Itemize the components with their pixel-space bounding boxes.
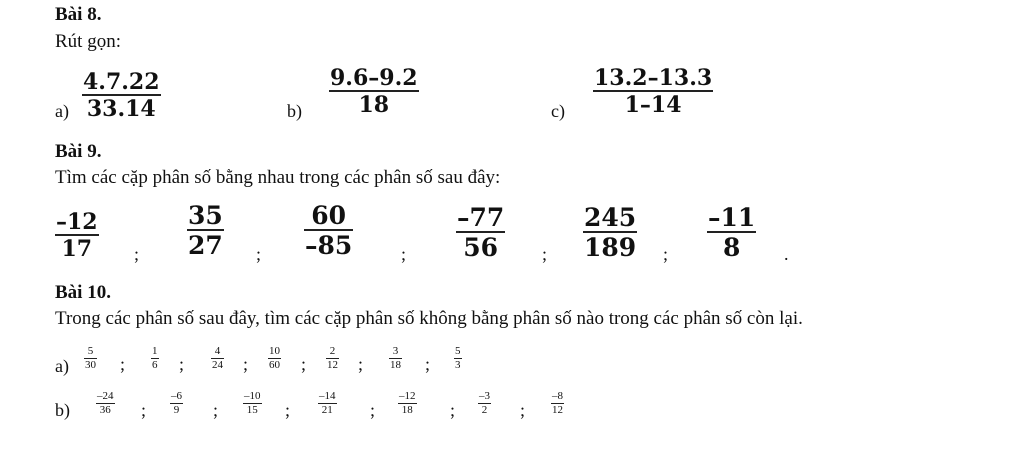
fraction-denominator: 60 — [269, 359, 280, 371]
fraction-numerator: 10 — [269, 345, 280, 357]
fraction-denominator: 3 — [455, 359, 461, 371]
separator: ; — [243, 354, 249, 374]
fraction-denominator: 21 — [321, 404, 333, 416]
fraction-numerator: 13.2–13.3 — [594, 65, 713, 91]
separator: ; — [256, 244, 262, 264]
bai9-title: Bài 9. — [55, 141, 102, 162]
fraction-numerator: 60 — [311, 201, 347, 230]
separator: ; — [285, 400, 291, 420]
separator: ; — [425, 354, 431, 374]
fraction-numerator: 2 — [329, 345, 336, 357]
separator: ; — [520, 400, 526, 420]
bai10-a-fraction-3 — [211, 346, 224, 371]
fraction-denominator: 17 — [61, 236, 93, 262]
bai10-a-fraction-1 — [84, 346, 97, 371]
separator: ; — [401, 244, 407, 264]
fraction-denominator: 18 — [390, 359, 401, 371]
bai10-b-fraction-3 — [243, 391, 262, 416]
fraction-denominator: 33.14 — [86, 96, 156, 122]
separator: ; — [450, 400, 456, 420]
fraction-denominator: 6 — [152, 359, 158, 371]
separator: ; — [301, 354, 307, 374]
separator: ; — [358, 354, 364, 374]
bai9-instruction: Tìm các cặp phân số bằng nhau trong các phân số sau đây: — [55, 167, 501, 188]
fraction-numerator: 35 — [188, 201, 223, 230]
bai8-instruction: Rút gọn: — [55, 31, 121, 52]
fraction-numerator: 3 — [392, 345, 399, 357]
separator: ; — [663, 244, 669, 264]
bai8-label-c: c) — [551, 101, 565, 121]
fraction-denominator: 18 — [401, 404, 413, 416]
separator: ; — [542, 244, 548, 264]
fraction-numerator: 5 — [87, 345, 94, 357]
bai10-b-fraction-5 — [398, 391, 417, 416]
bai9-fraction-1 — [55, 211, 99, 260]
separator: ; — [120, 354, 126, 374]
separator: ; — [213, 400, 219, 420]
fraction-numerator: –77 — [457, 203, 505, 232]
fraction-numerator: –10 — [244, 390, 261, 402]
fraction-denominator: 15 — [246, 404, 258, 416]
separator: ; — [134, 244, 140, 264]
fraction-numerator: –8 — [552, 390, 563, 402]
fraction-denominator: 8 — [722, 233, 741, 262]
bai10-b-fraction-4 — [318, 391, 337, 416]
bai8-fraction-a — [82, 71, 161, 120]
fraction-numerator: 245 — [584, 203, 637, 232]
fraction-numerator: –6 — [171, 390, 182, 402]
bai10-a-fraction-2 — [151, 346, 159, 371]
fraction-numerator: –12 — [56, 209, 98, 235]
bai8-label-a: a) — [55, 101, 69, 121]
fraction-numerator: –3 — [479, 390, 490, 402]
fraction-numerator: –24 — [97, 390, 114, 402]
fraction-denominator: 189 — [584, 233, 637, 262]
fraction-denominator: 36 — [99, 404, 111, 416]
fraction-denominator: 9 — [173, 404, 180, 416]
fraction-numerator: 4 — [214, 345, 221, 357]
fraction-numerator: 4.7.22 — [83, 69, 160, 95]
fraction-denominator: –85 — [305, 231, 353, 260]
bai10-b-fraction-2 — [170, 391, 183, 416]
bai8-fraction-b — [329, 67, 419, 116]
bai9-fraction-2 — [187, 203, 224, 258]
fraction-numerator: –12 — [399, 390, 416, 402]
fraction-denominator: 30 — [85, 359, 96, 371]
fraction-denominator: 56 — [463, 233, 499, 262]
fraction-denominator: 1–14 — [624, 92, 682, 118]
bai8-fraction-c — [593, 67, 713, 116]
bai10-label-a: a) — [55, 356, 69, 376]
bai8-label-b: b) — [287, 101, 302, 121]
fraction-numerator: –14 — [319, 390, 336, 402]
fraction-numerator: 9.6–9.2 — [330, 65, 418, 91]
bai10-b-fraction-6 — [478, 391, 491, 416]
bai10-a-fraction-7 — [454, 346, 462, 371]
bai10-a-fraction-6 — [389, 346, 402, 371]
bai10-a-fraction-5 — [326, 346, 339, 371]
bai9-fraction-4 — [456, 205, 505, 260]
bai9-fraction-6 — [707, 205, 756, 260]
bai8-title: Bài 8. — [55, 4, 102, 25]
fraction-denominator: 18 — [358, 92, 390, 118]
bai9-fraction-3 — [304, 203, 353, 258]
fraction-numerator: 5 — [455, 345, 461, 357]
bai10-b-fraction-1 — [96, 391, 115, 416]
fraction-denominator: 27 — [188, 231, 223, 260]
separator: ; — [179, 354, 185, 374]
fraction-denominator: 2 — [481, 404, 488, 416]
separator: ; — [370, 400, 376, 420]
bai10-label-b: b) — [55, 400, 70, 420]
fraction-denominator: 24 — [212, 359, 223, 371]
fraction-numerator: 1 — [152, 345, 158, 357]
fraction-denominator: 12 — [327, 359, 338, 371]
end-mark: . — [784, 244, 789, 264]
bai10-instruction: Trong các phân số sau đây, tìm các cặp phân số không bằng phân số nào trong các phân số còn lại. — [55, 308, 803, 329]
bai10-title: Bài 10. — [55, 282, 111, 303]
separator: ; — [141, 400, 147, 420]
fraction-numerator: –11 — [708, 203, 756, 232]
bai10-b-fraction-7 — [551, 391, 564, 416]
bai10-a-fraction-4 — [268, 346, 281, 371]
bai9-fraction-5 — [583, 205, 637, 260]
fraction-denominator: 12 — [552, 404, 563, 416]
